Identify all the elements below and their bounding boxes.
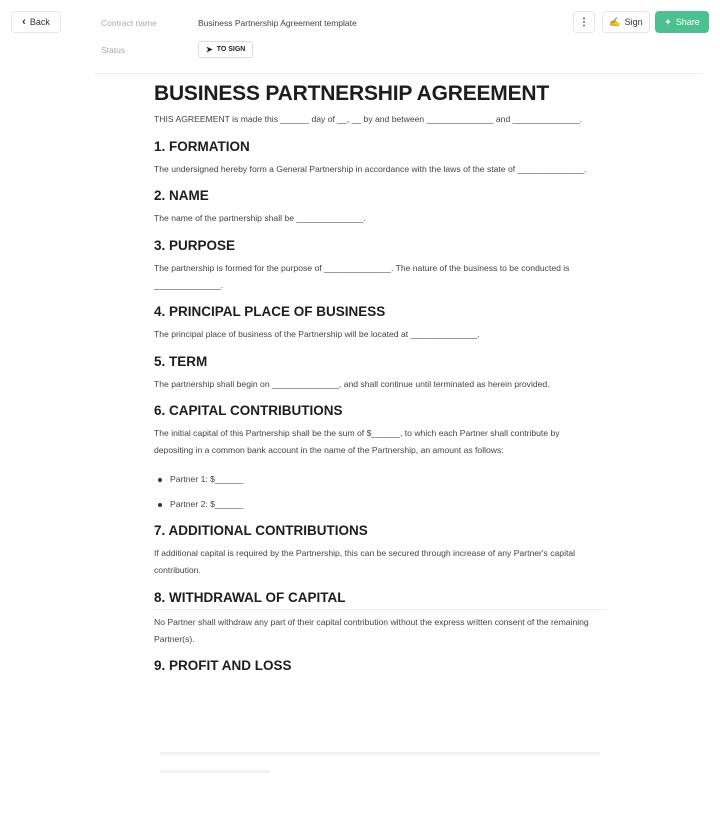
- faded-line: [160, 770, 270, 773]
- section-body: The initial capital of this Partnership shall be the sum of $______, to which each Partner shall contribute by depositing in a common bank account in the name of the Partnership, an amount as follows:: [154, 428, 560, 455]
- faded-line: [160, 752, 600, 755]
- scroll-fade: [0, 700, 720, 819]
- section-heading: 1. FORMATION: [154, 138, 250, 154]
- status-badge: [198, 41, 253, 58]
- section-heading: 9. PROFIT AND LOSS: [154, 658, 292, 673]
- back-button[interactable]: [11, 11, 61, 33]
- contract-name-label: Contract name: [101, 18, 157, 28]
- section-heading: 6. CAPITAL CONTRIBUTIONS: [154, 403, 343, 418]
- status-label: Status: [101, 45, 126, 55]
- section-body: The partnership is formed for the purpose of ______________. The nature of the business to be conducted is ______________.: [154, 262, 570, 290]
- section-heading: 5. TERM: [154, 353, 208, 369]
- section-body: The principal place of business of the Partnership will be located at ______________.: [154, 329, 480, 339]
- sign-button[interactable]: [602, 11, 650, 33]
- section-heading: 2. NAME: [154, 188, 209, 203]
- more-options-button[interactable]: [573, 11, 595, 33]
- section-heading: 3. PURPOSE: [154, 237, 236, 253]
- chevron-left-icon: ‹: [22, 16, 26, 28]
- vertical-dots-icon: ⋮: [579, 16, 589, 28]
- share-icon: ✦: [664, 16, 672, 27]
- section-body: No Partner shall withdraw any part of their capital contribution without the express written consent of the remaining Partner(s).: [154, 616, 589, 644]
- back-label: Back: [29, 17, 50, 27]
- section-body: If additional capital is required by the Partnership, this can be secured through increase of any Partner's capital contribution.: [154, 548, 576, 575]
- section-body: The partnership shall begin on ______________, and shall continue until terminated as herein provided.: [154, 378, 550, 389]
- section-body: The undersigned hereby form a General Partnership in accordance with the laws of the state of ______________.: [154, 163, 587, 174]
- status-value: TO SIGN: [216, 46, 246, 53]
- contract-name[interactable]: Business Partnership Agreement template: [198, 18, 357, 28]
- section-body: The name of the partnership shall be ______________.: [154, 213, 366, 223]
- share-label: Share: [675, 17, 700, 27]
- list-item: Partner 1: $______: [154, 467, 590, 492]
- sign-label: Sign: [624, 17, 643, 27]
- section-divider: [154, 609, 606, 610]
- intro-paragraph: THIS AGREEMENT is made this ______ day of __, __ by and between ______________ and ______________.: [154, 114, 582, 124]
- signature-icon: ✍: [609, 16, 621, 27]
- send-icon: ➤: [206, 45, 213, 54]
- section-heading: 8. WITHDRAWAL OF CAPITAL: [154, 589, 346, 605]
- header-bar: [0, 0, 720, 74]
- section-heading: 4. PRINCIPAL PLACE OF BUSINESS: [154, 304, 386, 319]
- share-button[interactable]: [655, 11, 709, 33]
- header-divider: [95, 73, 702, 74]
- document-body: [154, 80, 590, 680]
- document-title: BUSINESS PARTNERSHIP AGREEMENT: [154, 82, 549, 105]
- bullet-list: [154, 467, 590, 517]
- section-heading: 7. ADDITIONAL CONTRIBUTIONS: [154, 523, 368, 538]
- list-item: Partner 2: $______: [154, 492, 590, 517]
